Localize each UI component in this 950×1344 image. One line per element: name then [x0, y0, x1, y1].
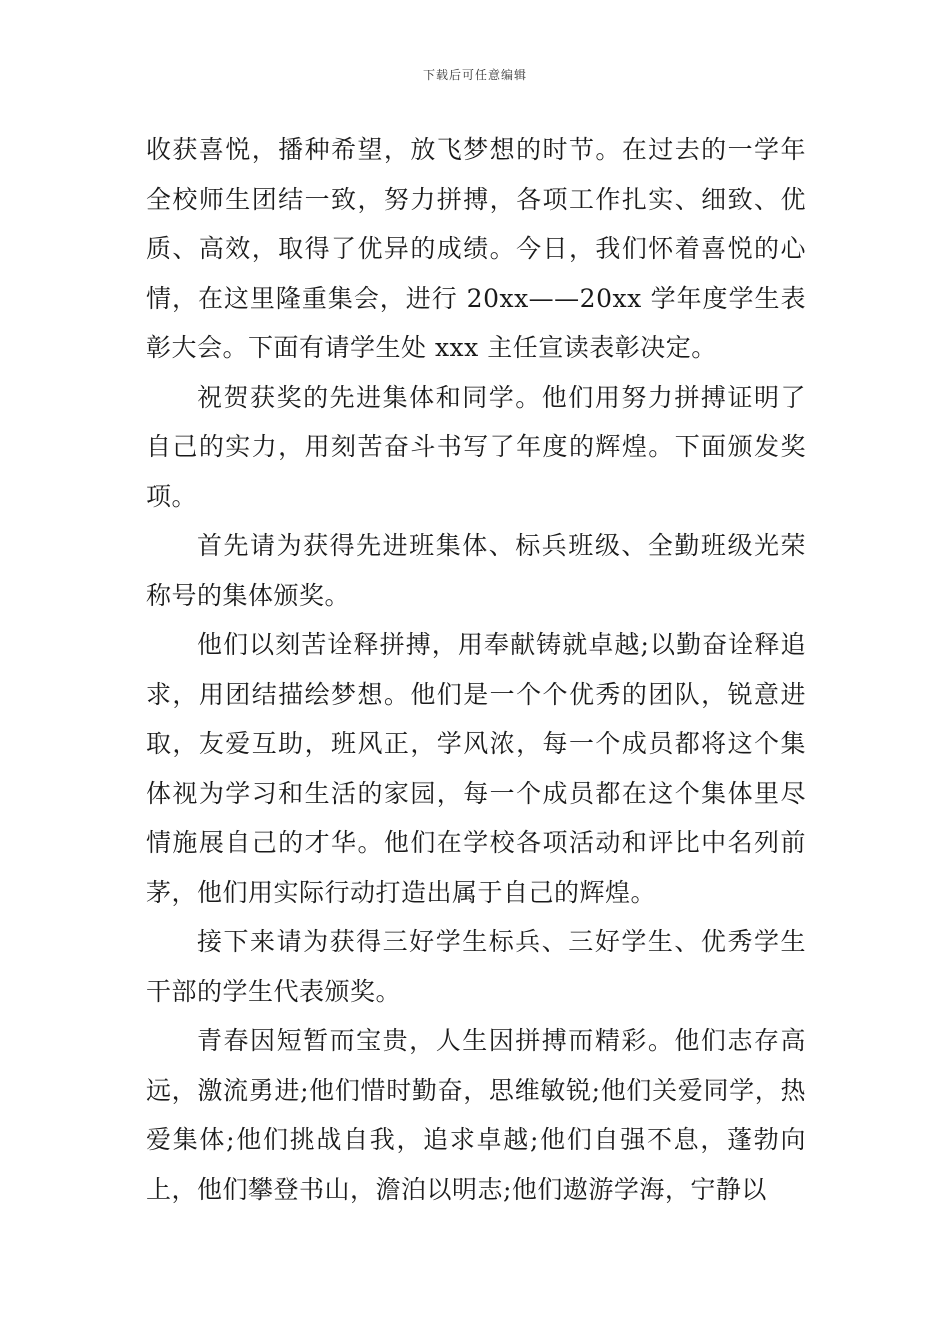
paragraph-collective-award-intro: 首先请为获得先进班集体、标兵班级、全勤班级光荣称号的集体颁奖。 — [146, 531, 806, 610]
paragraph-student-award-intro: 接下来请为获得三好学生标兵、三好学生、优秀学生干部的学生代表颁奖。 — [146, 927, 806, 1006]
paragraph-collective-praise: 他们以刻苦诠释拼搏，用奉献铸就卓越;以勤奋诠释追求，用团结描绘梦想。他们是一个个优秀的团队，锐意进取，友爱互助，班风正，学风浓，每一个成员都将这个集体视为学习和生活的家园，每一个成员都在这个集体里尽情施展自己的才华。他们在学校各项活动和评比中名列前茅，他们用实际行动打造出属于自己的辉煌。 — [146, 630, 806, 907]
paragraph-student-praise: 青春因短暂而宝贵，人生因拼搏而精彩。他们志存高远，激流勇进;他们惜时勤奋，思维敏锐;他们关爱同学，热爱集体;他们挑战自我，追求卓越;他们自强不息，蓬勃向上，他们攀登书山，澹泊以明志;他们遨游学海，宁静以 — [146, 1026, 806, 1204]
paragraph-opening: 收获喜悦，播种希望，放飞梦想的时节。在过去的一学年全校师生团结一致，努力拼搏，各项工作扎实、细致、优质、高效，取得了优异的成绩。今日，我们怀着喜悦的心情，在这里隆重集会，进行 20xx——20xx 学年度学生表彰大会。下面有请学生处 xxx 主任宣读表彰决定。 — [146, 135, 806, 362]
paragraph-congratulations: 祝贺获奖的先进集体和同学。他们用努力拼搏证明了自己的实力，用刻苦奋斗书写了年度的辉煌。下面颁发奖项。 — [146, 382, 806, 511]
document-body — [146, 125, 806, 1214]
header-note: 下载后可任意编辑 — [422, 68, 527, 82]
